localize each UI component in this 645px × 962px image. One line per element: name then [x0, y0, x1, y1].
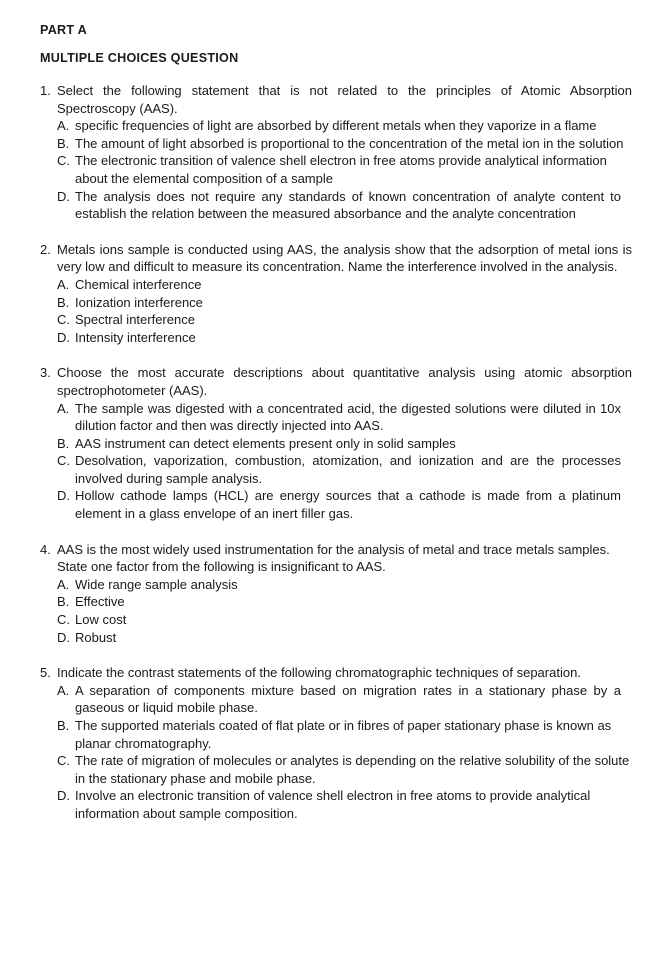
questions-list [40, 82, 632, 823]
question-stem [40, 82, 632, 117]
answer-option[interactable] [57, 276, 632, 294]
option-letter: A. [57, 276, 70, 292]
answer-option[interactable] [57, 311, 632, 329]
question-text: Metals ions sample is conducted using AAS, the analysis show that the adsorption of metal ions is very low and difficult to measure its concentration. Name the interference involved in the analysis. [57, 241, 632, 275]
question-text: Choose the most accurate descriptions about quantitative analysis using atomic absorption spectrophotometer (AAS). [57, 365, 632, 398]
question-stem [40, 241, 632, 276]
option-text: AAS instrument can detect elements present only in solid samples [75, 435, 456, 451]
answer-option[interactable] [57, 682, 632, 717]
option-letter: C. [57, 453, 70, 469]
option-letter: A. [57, 118, 70, 134]
question-stem [40, 664, 632, 682]
answer-option[interactable] [57, 188, 632, 223]
answer-option[interactable] [57, 487, 632, 522]
answer-option[interactable] [57, 752, 632, 787]
options-list [40, 576, 632, 646]
option-text: A separation of components mixture based on migration rates in a stationary phase by a gaseous or liquid mobile phase. [75, 682, 621, 716]
option-text: Ionization interference [75, 294, 203, 310]
answer-option[interactable] [57, 452, 632, 487]
options-list [40, 117, 632, 223]
question-number: 5. [40, 665, 51, 681]
question-stem [40, 364, 632, 399]
option-text: Robust [75, 629, 117, 645]
question-block [40, 82, 632, 223]
answer-option[interactable] [57, 117, 632, 135]
option-text: The rate of migration of molecules or analytes is depending on the relative solubility of the solute in the stationary phase and mobile phase. [75, 753, 630, 786]
option-text: Intensity interference [75, 329, 196, 345]
option-letter: C. [57, 612, 70, 628]
option-text: Wide range sample analysis [75, 576, 238, 592]
question-text: AAS is the most widely used instrumentation for the analysis of metal and trace metals samples. State one factor from the following is insignificant to AAS. [57, 541, 610, 575]
option-letter: B. [57, 718, 70, 733]
answer-option[interactable] [57, 629, 632, 647]
option-text: The supported materials coated of flat plate or in fibres of paper stationary phase is known as planar chromatography. [75, 718, 612, 751]
answer-option[interactable] [57, 576, 632, 594]
options-list [40, 276, 632, 346]
answer-option[interactable] [57, 329, 632, 347]
option-letter: D. [57, 188, 70, 204]
option-letter: B. [57, 294, 70, 310]
option-letter: D. [57, 788, 70, 804]
option-text: Desolvation, vaporization, combustion, atomization, and ionization and are the processes involved during sample analysis. [75, 453, 621, 486]
question-number: 1. [40, 83, 51, 98]
answer-option[interactable] [57, 611, 632, 629]
answer-option[interactable] [57, 435, 632, 453]
question-number: 4. [40, 541, 51, 557]
question-block [40, 364, 632, 522]
answer-option[interactable] [57, 400, 632, 435]
question-number: 3. [40, 365, 51, 381]
section-heading: MULTIPLE CHOICES QUESTION [40, 51, 239, 65]
answer-option[interactable] [57, 593, 632, 611]
option-text: Low cost [75, 612, 127, 628]
question-block [40, 541, 632, 647]
option-letter: D. [57, 329, 70, 345]
question-stem [40, 541, 632, 576]
question-block [40, 664, 632, 822]
option-letter: A. [57, 682, 70, 698]
option-letter: D. [57, 629, 70, 645]
option-letter: A. [57, 400, 70, 416]
answer-option[interactable] [57, 152, 632, 187]
option-text: Spectral interference [75, 312, 195, 328]
options-list [40, 400, 632, 523]
option-text: The amount of light absorbed is proportional to the concentration of the metal ion in the solution [75, 135, 624, 151]
option-text: Hollow cathode lamps (HCL) are energy sources that a cathode is made from a platinum element in a glass envelope of an inert filler gas. [75, 488, 621, 522]
options-list [40, 682, 632, 823]
answer-option[interactable] [57, 717, 632, 752]
option-text: The analysis does not require any standards of known concentration of analyte content to establish the relation between the measured absorbance and the analyte concentration [75, 188, 621, 222]
option-letter: C. [57, 753, 70, 769]
option-text: specific frequencies of light are absorbed by different metals when they vaporize in a flame [75, 118, 597, 134]
option-letter: B. [57, 594, 70, 610]
option-letter: D. [57, 488, 70, 504]
part-heading: PART A [40, 23, 87, 37]
option-letter: C. [57, 312, 70, 328]
option-text: Effective [75, 594, 125, 610]
option-text: The electronic transition of valence shell electron in free atoms provide analytical information about the elemental composition of a sample [75, 153, 607, 186]
question-text: Select the following statement that is not related to the principles of Atomic Absorption Spectroscopy (AAS). [57, 83, 632, 116]
option-text: Involve an electronic transition of valence shell electron in free atoms to provide analytical information about sample composition. [75, 788, 591, 821]
option-text: The sample was digested with a concentrated acid, the digested solutions were diluted in 10x dilution factor and then was directly injected into AAS. [75, 400, 621, 434]
answer-option[interactable] [57, 135, 632, 153]
answer-option[interactable] [57, 294, 632, 312]
question-number: 2. [40, 241, 51, 257]
answer-option[interactable] [57, 787, 632, 822]
option-letter: B. [57, 135, 70, 151]
option-text: Chemical interference [75, 276, 202, 292]
question-text: Indicate the contrast statements of the following chromatographic techniques of separation. [57, 665, 581, 681]
option-letter: A. [57, 576, 70, 592]
question-block [40, 241, 632, 347]
option-letter: C. [57, 153, 70, 169]
option-letter: B. [57, 435, 70, 451]
